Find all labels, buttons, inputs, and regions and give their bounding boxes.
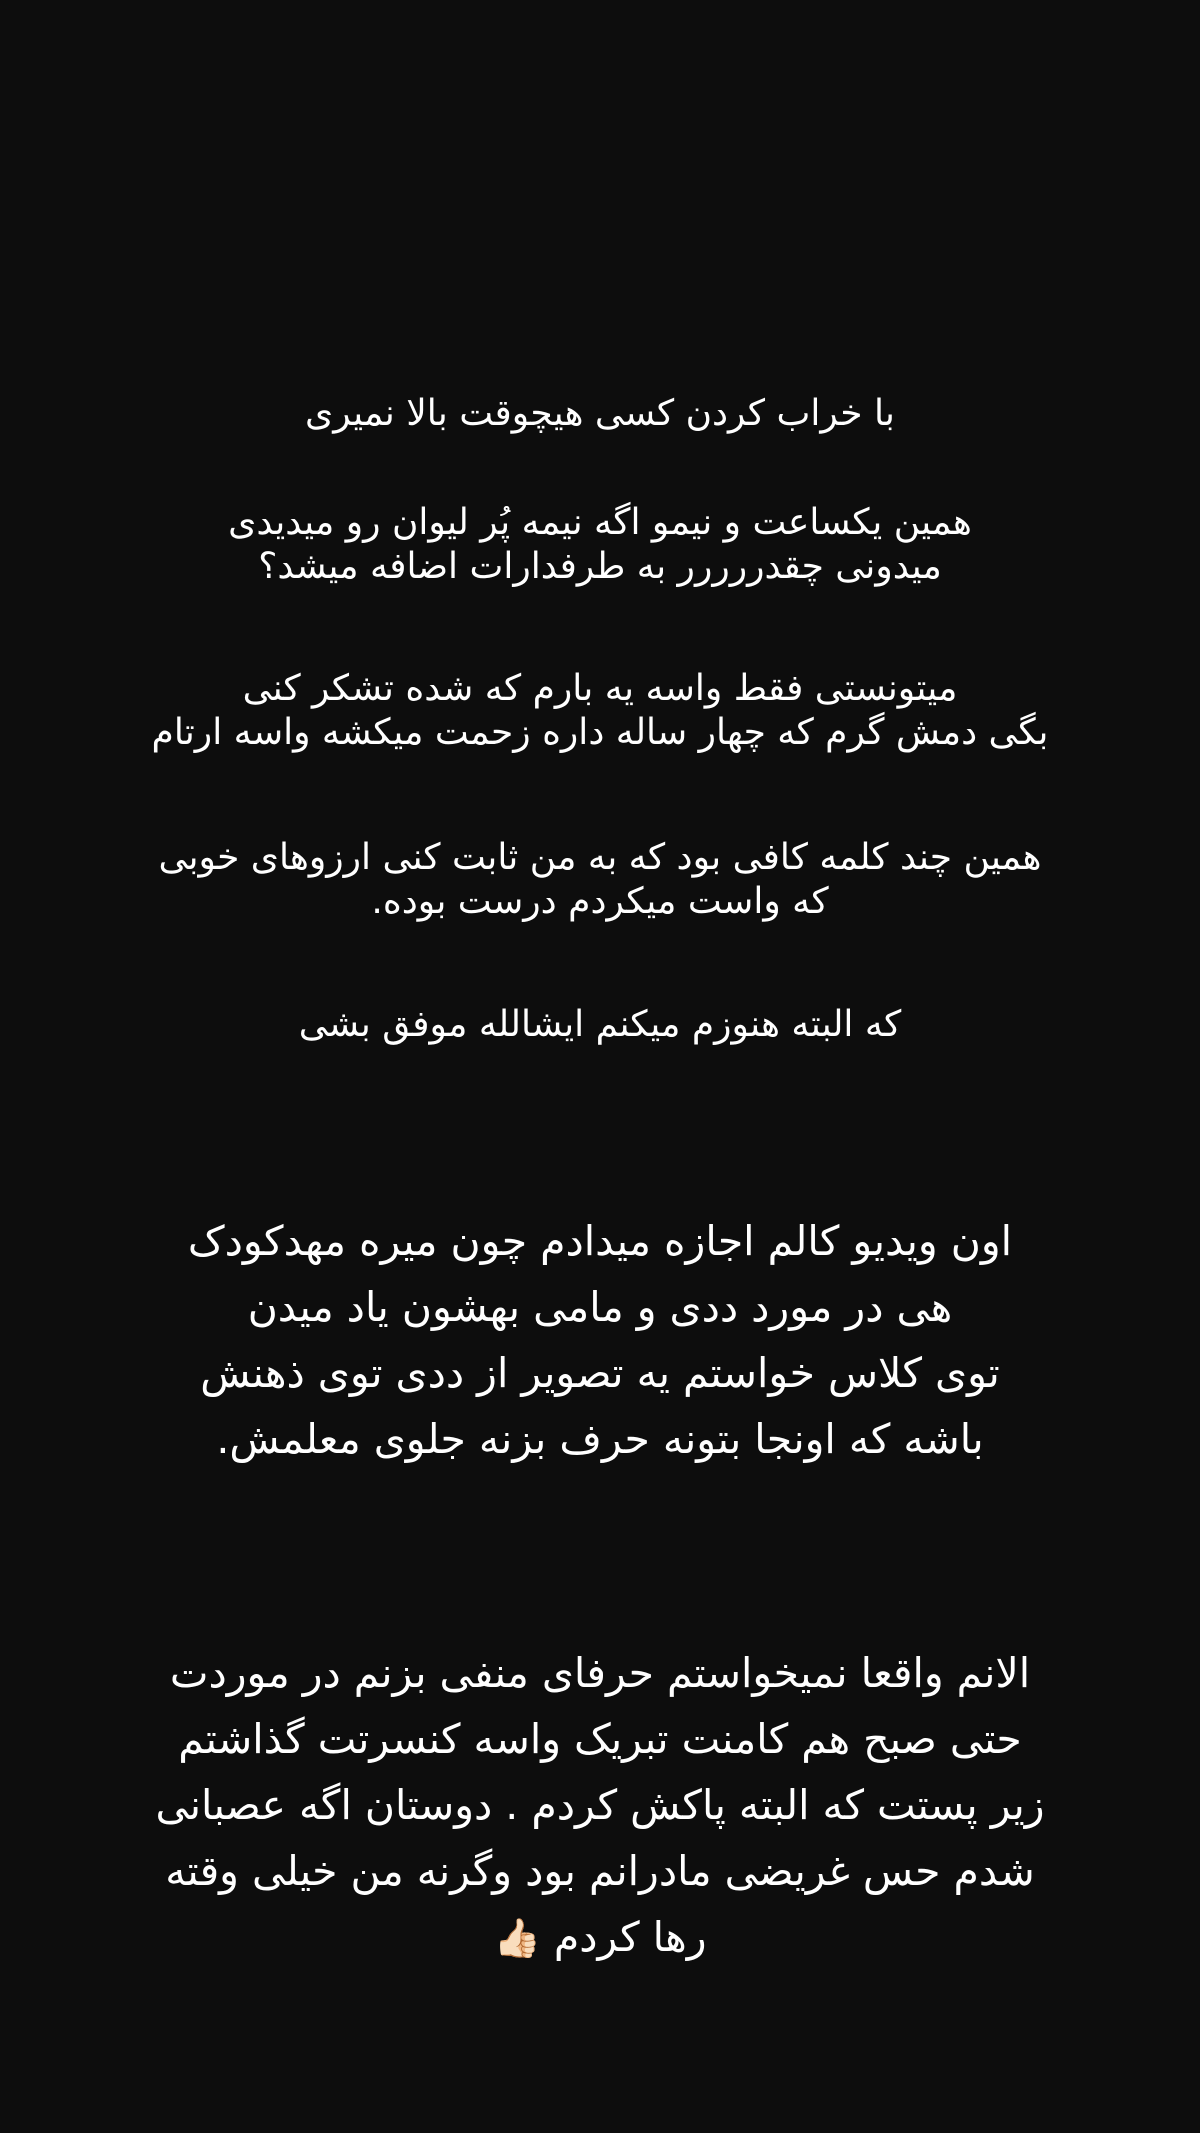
text-paragraph-7: [0, 1640, 1200, 1971]
text-paragraph-3: [0, 667, 1200, 755]
text-paragraph-1: [0, 392, 1200, 436]
text-line: با خراب کردن کسی هیچوقت بالا نمیری: [305, 393, 895, 434]
text-line: هی در مورد ددی و مامی بهشون یاد میدن: [247, 1283, 953, 1331]
text-paragraph-4: [0, 836, 1200, 924]
text-paragraph-6: [0, 1208, 1200, 1472]
text-fragment: رها کردم: [553, 1913, 707, 1961]
text-line: اون ویدیو کالم اجازه میدادم چون میره مهدکودک: [187, 1217, 1013, 1265]
text-line: توی کلاس خواستم یه تصویر از ددی توی ذهنش: [200, 1349, 1000, 1397]
text-line: همین چند کلمه کافی بود که به من ثابت کنی ارزوهای خوبی: [158, 837, 1042, 878]
thumbs-up-icon: 👍🏻: [493, 1916, 541, 1960]
text-line-with-emoji: [0, 1904, 1200, 1971]
text-line: زیر پستت که البته پاکش کردم . دوستان اگه عصبانی: [155, 1781, 1045, 1829]
text-paragraph-2: [0, 501, 1200, 589]
text-line: حتی صبح هم کامنت تبریک واسه کنسرتت گذاشتم: [178, 1715, 1022, 1763]
text-line: همین یکساعت و نیمو اگه نیمه پُر لیوان رو میدیدی: [228, 502, 972, 543]
text-line: شدم حس غریضی مادرانم بود وگرنه من خیلی وقته: [165, 1847, 1035, 1895]
text-line: الانم واقعا نمیخواستم حرفای منفی بزنم در موردت: [169, 1649, 1031, 1697]
text-line: میدونی چقدررررر به طرفدارات اضافه میشد؟: [258, 546, 942, 587]
text-paragraph-5: [0, 1003, 1200, 1047]
text-line: که البته هنوزم میکنم ایشالله موفق بشی: [298, 1004, 902, 1045]
text-line: باشه که اونجا بتونه حرف بزنه جلوی معلمش.: [216, 1415, 984, 1463]
text-line: میتونستی فقط واسه یه بارم که شده تشکر کنی: [242, 668, 958, 709]
text-line: که واست میکردم درست بوده.: [371, 881, 829, 922]
text-line: بگی دمش گرم که چهار ساله داره زحمت میکشه واسه ارتام: [151, 712, 1049, 753]
